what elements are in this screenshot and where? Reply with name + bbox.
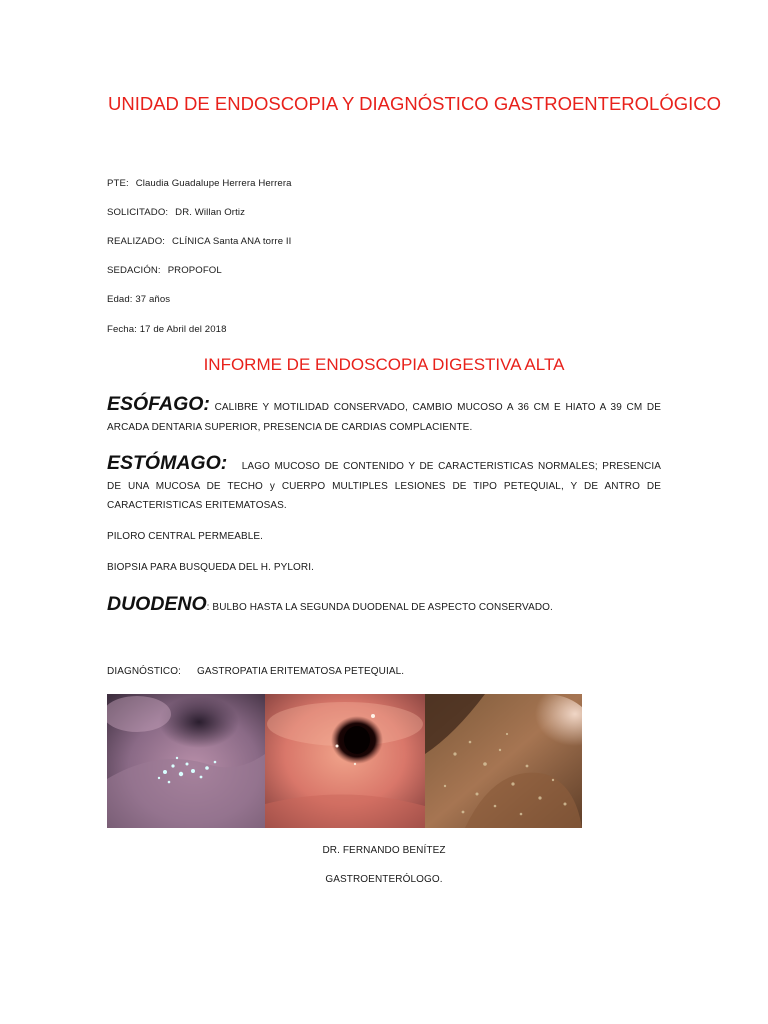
requested-by-value: DR. Willan Ortiz (175, 207, 245, 218)
pylorus-finding: PILORO CENTRAL PERMEABLE. (107, 531, 264, 542)
biopsy-finding: BIOPSIA PARA BUSQUEDA DEL H. PYLORI. (107, 562, 315, 573)
patient-line (107, 178, 292, 189)
sedation-label: SEDACIÓN: (107, 265, 161, 276)
performed-at-value: CLÍNICA Santa ANA torre II (172, 236, 292, 247)
patient-label: PTE: (107, 178, 129, 189)
duodenum-section (107, 595, 661, 618)
requested-by-line (107, 207, 245, 218)
endoscopy-images (107, 694, 582, 828)
sedation-value: PROPOFOL (167, 265, 222, 276)
esophagus-text: CALIBRE Y MOTILIDAD CONSERVADO, CAMBIO MUCOSO A 36 CM E HIATO A 39 CM DE ARCADA DENTARIA SUPERIOR, PRESENCIA DE CARDIAS COMPLACIENTE. (107, 402, 661, 433)
doctor-title: GASTROENTERÓLOGO. (325, 874, 443, 885)
age-line: Edad: 37 años (107, 294, 171, 305)
patient-name: Claudia Guadalupe Herrera Herrera (135, 178, 292, 189)
duodenum-text: : BULBO HASTA LA SEGUNDA DUODENAL DE ASPECTO CONSERVADO. (206, 602, 553, 613)
endoscopy-image-stomach (425, 694, 582, 828)
duodenum-heading: DUODENO (107, 593, 207, 615)
diagnosis-line (107, 666, 404, 677)
doctor-name: DR. FERNANDO BENÍTEZ (322, 845, 446, 856)
diagnosis-value: GASTROPATIA ERITEMATOSA PETEQUIAL. (196, 666, 405, 677)
stomach-text: LAGO MUCOSO DE CONTENIDO Y DE CARACTERISTICAS NORMALES; PRESENCIA DE UNA MUCOSA DE TECHO y CUERPO MULTIPLES LESIONES DE TIPO PETEQUIAL, Y DE ANTRO DE CARACTERISTICAS ERITEMATOSAS. (107, 461, 661, 511)
diagnosis-label: DIAGNÓSTICO: (107, 666, 181, 677)
performed-at-line (107, 236, 291, 247)
stomach-heading: ESTÓMAGO: (107, 452, 228, 474)
performed-at-label: REALIZADO: (107, 236, 166, 247)
sedation-line (107, 265, 222, 276)
esophagus-section (107, 395, 661, 437)
document-title: UNIDAD DE ENDOSCOPIA Y DIAGNÓSTICO GASTROENTEROLÓGICO (108, 93, 722, 114)
stomach-section (107, 454, 661, 516)
esophagus-heading: ESÓFAGO: (107, 393, 210, 415)
report-title: INFORME DE ENDOSCOPIA DIGESTIVA ALTA (203, 355, 565, 374)
endoscopy-image-esophagus (107, 694, 265, 828)
endoscopy-image-pylorus (265, 694, 425, 828)
requested-by-label: SOLICITADO: (107, 207, 169, 218)
date-line: Fecha: 17 de Abril del 2018 (107, 324, 227, 335)
